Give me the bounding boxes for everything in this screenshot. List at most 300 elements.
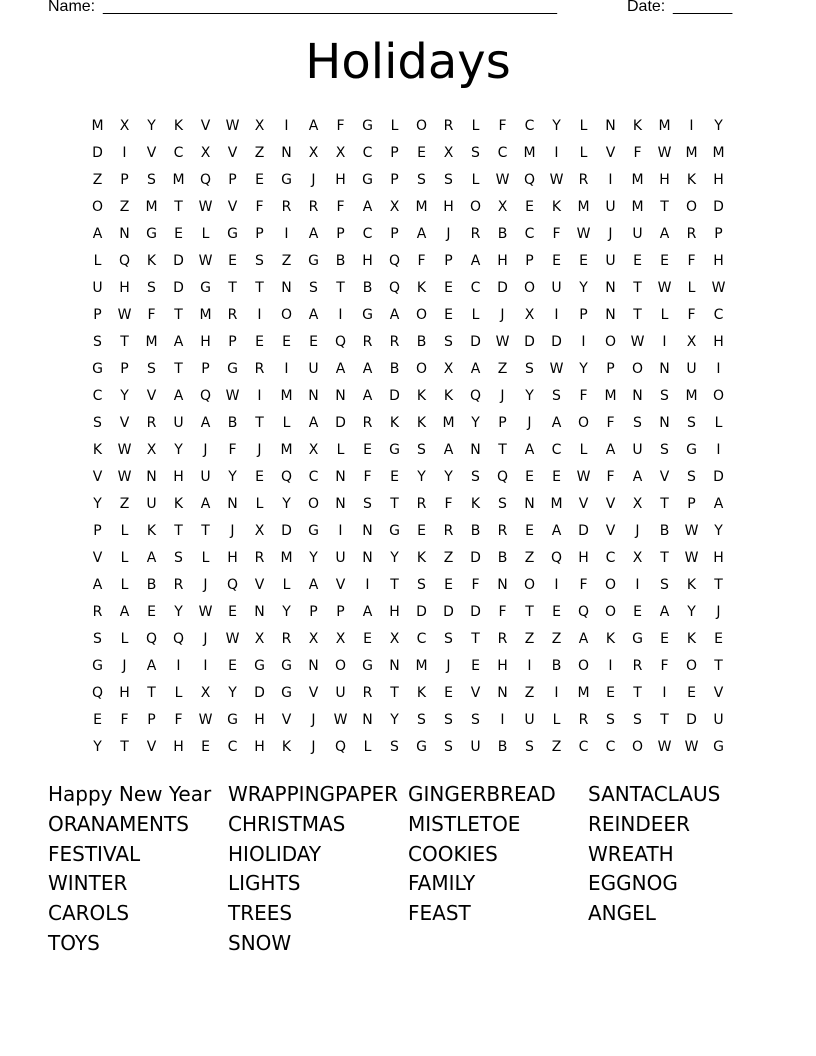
grid-letter: F: [471, 576, 480, 593]
grid-letter: F: [687, 252, 696, 269]
grid-letter: C: [227, 738, 238, 755]
grid-letter: S: [660, 576, 669, 593]
grid-letter: Z: [92, 171, 103, 188]
grid-letter: Y: [714, 522, 723, 539]
grid-letter: E: [633, 603, 642, 620]
grid-letter: O: [604, 603, 617, 620]
grid-letter: K: [686, 171, 697, 188]
grid-letter: S: [633, 414, 642, 431]
grid-letter: Y: [228, 468, 237, 485]
grid-row: [84, 544, 736, 571]
grid-letter: K: [686, 630, 697, 647]
grid-letter: H: [173, 468, 184, 485]
grid-letter: S: [660, 387, 669, 404]
grid-letter: U: [632, 225, 643, 242]
grid-letter: D: [713, 198, 724, 215]
grid-letter: W: [117, 441, 132, 458]
grid-letter: J: [446, 225, 451, 242]
grid-letter: U: [551, 279, 562, 296]
grid-letter: Z: [524, 684, 535, 701]
grid-letter: A: [524, 441, 535, 458]
grid-letter: K: [416, 414, 427, 431]
grid-letter: W: [198, 252, 213, 269]
grid-letter: A: [470, 360, 481, 377]
grid-letter: U: [470, 738, 481, 755]
grid-letter: W: [117, 468, 132, 485]
grid-letter: T: [633, 684, 642, 701]
grid-letter: A: [308, 117, 319, 134]
grid-letter: T: [471, 630, 480, 647]
grid-letter: N: [362, 549, 373, 566]
grid-letter: W: [684, 522, 699, 539]
grid-letter: X: [200, 144, 211, 161]
word-list-item: WINTER: [48, 871, 128, 896]
grid-letter: U: [200, 468, 211, 485]
grid-letter: P: [390, 171, 399, 188]
grid-letter: I: [608, 171, 613, 188]
grid-letter: T: [228, 279, 237, 296]
grid-letter: Q: [523, 171, 536, 188]
grid-letter: W: [117, 306, 132, 323]
grid-letter: Q: [388, 279, 401, 296]
grid-letter: E: [552, 603, 561, 620]
grid-letter: G: [254, 657, 265, 674]
grid-letter: Q: [334, 738, 347, 755]
grid-letter: D: [416, 603, 427, 620]
grid-letter: S: [363, 495, 372, 512]
grid-letter: T: [147, 684, 156, 701]
grid-letter: T: [660, 711, 669, 728]
grid-row: [84, 193, 736, 220]
grid-letter: P: [444, 252, 453, 269]
grid-letter: T: [660, 549, 669, 566]
grid-letter: H: [227, 549, 238, 566]
grid-letter: Q: [469, 387, 482, 404]
grid-letter: Y: [687, 603, 696, 620]
grid-letter: Q: [334, 333, 347, 350]
grid-letter: X: [335, 630, 346, 647]
grid-letter: L: [579, 441, 588, 458]
grid-letter: N: [281, 144, 292, 161]
grid-letter: Y: [282, 495, 291, 512]
grid-letter: W: [657, 144, 672, 161]
grid-letter: I: [203, 657, 208, 674]
grid-letter: A: [389, 306, 400, 323]
grid-letter: H: [119, 279, 130, 296]
grid-letter: R: [497, 630, 508, 647]
word-list-item: FESTIVAL: [48, 841, 141, 866]
name-label: Name:: [48, 0, 96, 15]
grid-letter: Z: [497, 360, 508, 377]
grid-letter: U: [632, 441, 643, 458]
grid-row: [84, 247, 736, 274]
grid-letter: A: [173, 333, 184, 350]
grid-letter: O: [415, 360, 428, 377]
grid-letter: S: [444, 171, 453, 188]
grid-letter: S: [93, 414, 102, 431]
grid-letter: I: [257, 306, 262, 323]
grid-letter: E: [525, 522, 534, 539]
grid-letter: E: [444, 306, 453, 323]
grid-letter: P: [336, 603, 345, 620]
grid-letter: O: [685, 198, 698, 215]
grid-letter: X: [254, 522, 265, 539]
grid-letter: A: [362, 360, 373, 377]
grid-letter: M: [523, 144, 536, 161]
grid-letter: Y: [552, 117, 561, 134]
grid-letter: A: [632, 468, 643, 485]
grid-letter: T: [714, 657, 723, 674]
grid-letter: V: [146, 144, 157, 161]
grid-letter: H: [254, 738, 265, 755]
grid-letter: E: [309, 333, 318, 350]
grid-letter: A: [362, 387, 373, 404]
grid-letter: C: [416, 630, 427, 647]
grid-letter: T: [174, 306, 183, 323]
grid-letter: T: [390, 684, 399, 701]
grid-letter: K: [173, 495, 184, 512]
grid-letter: O: [523, 576, 536, 593]
grid-letter: C: [470, 279, 481, 296]
grid-letter: F: [606, 468, 615, 485]
grid-letter: L: [660, 306, 669, 323]
grid-letter: V: [92, 549, 103, 566]
grid-letter: R: [146, 414, 157, 431]
grid-letter: B: [659, 522, 670, 539]
grid-letter: F: [552, 225, 561, 242]
grid-letter: I: [500, 711, 505, 728]
word-list-item: FEAST: [408, 901, 471, 926]
grid-letter: S: [525, 360, 534, 377]
grid-letter: W: [711, 279, 726, 296]
grid-letter: Z: [443, 549, 454, 566]
grid-letter: Y: [525, 387, 534, 404]
grid-letter: G: [227, 360, 238, 377]
grid-letter: I: [284, 117, 289, 134]
grid-letter: S: [93, 630, 102, 647]
word-list-item: ANGEL: [588, 901, 656, 926]
grid-letter: A: [659, 603, 670, 620]
grid-letter: F: [606, 414, 615, 431]
grid-row: [84, 625, 736, 652]
grid-letter: I: [257, 387, 262, 404]
grid-letter: J: [500, 306, 505, 323]
grid-letter: S: [525, 738, 534, 755]
grid-letter: I: [176, 657, 181, 674]
grid-letter: T: [336, 279, 345, 296]
grid-letter: N: [119, 225, 130, 242]
grid-letter: R: [389, 333, 400, 350]
grid-letter: B: [389, 360, 400, 377]
grid-letter: Y: [282, 603, 291, 620]
grid-letter: H: [713, 171, 724, 188]
grid-letter: E: [201, 738, 210, 755]
grid-row: [84, 706, 736, 733]
grid-letter: N: [605, 279, 616, 296]
grid-letter: A: [659, 225, 670, 242]
word-list-item: ORANAMENTS: [48, 811, 189, 836]
grid-letter: E: [228, 252, 237, 269]
grid-letter: D: [443, 603, 454, 620]
grid-letter: J: [203, 630, 208, 647]
grid-letter: N: [146, 468, 157, 485]
grid-letter: V: [200, 117, 211, 134]
grid-letter: R: [227, 306, 238, 323]
grid-letter: C: [578, 738, 589, 755]
grid-letter: Y: [579, 279, 588, 296]
grid-letter: L: [174, 684, 183, 701]
grid-letter: Q: [199, 387, 212, 404]
grid-letter: A: [308, 414, 319, 431]
grid-letter: Q: [118, 252, 131, 269]
grid-letter: I: [554, 576, 559, 593]
grid-letter: R: [578, 711, 589, 728]
grid-letter: K: [281, 738, 292, 755]
grid-letter: O: [415, 306, 428, 323]
grid-letter: L: [201, 225, 210, 242]
grid-letter: U: [308, 360, 319, 377]
grid-letter: H: [578, 549, 589, 566]
grid-letter: A: [173, 387, 184, 404]
grid-letter: A: [146, 549, 157, 566]
grid-letter: W: [198, 603, 213, 620]
grid-letter: I: [689, 117, 694, 134]
grid-letter: A: [362, 198, 373, 215]
grid-letter: J: [311, 171, 316, 188]
grid-letter: E: [444, 684, 453, 701]
grid-letter: L: [687, 279, 696, 296]
grid-row: [84, 328, 736, 355]
word-list-item: SNOW: [228, 931, 292, 955]
grid-letter: Z: [551, 738, 562, 755]
grid-letter: W: [495, 333, 510, 350]
grid-letter: C: [92, 387, 103, 404]
grid-letter: L: [255, 495, 264, 512]
grid-letter: W: [684, 738, 699, 755]
grid-letter: I: [554, 144, 559, 161]
grid-letter: U: [686, 360, 697, 377]
grid-letter: R: [443, 117, 454, 134]
grid-letter: O: [523, 279, 536, 296]
grid-letter: T: [633, 279, 642, 296]
grid-letter: D: [281, 522, 292, 539]
grid-letter: S: [687, 414, 696, 431]
grid-letter: V: [605, 522, 616, 539]
grid-letter: E: [687, 684, 696, 701]
grid-letter: S: [444, 711, 453, 728]
word-list-item: WREATH: [588, 841, 674, 866]
grid-letter: Q: [199, 171, 212, 188]
date-blank-line: _______: [673, 0, 732, 15]
grid-letter: M: [577, 684, 590, 701]
grid-letter: R: [92, 603, 103, 620]
grid-letter: B: [146, 576, 157, 593]
grid-letter: H: [497, 252, 508, 269]
grid-letter: S: [471, 468, 480, 485]
grid-letter: T: [633, 306, 642, 323]
grid-letter: V: [146, 387, 157, 404]
grid-letter: Z: [281, 252, 292, 269]
grid-letter: V: [605, 495, 616, 512]
grid-letter: N: [524, 495, 535, 512]
grid-letter: D: [335, 414, 346, 431]
grid-letter: W: [198, 198, 213, 215]
grid-letter: N: [497, 576, 508, 593]
grid-letter: Z: [524, 630, 535, 647]
grid-letter: X: [632, 549, 643, 566]
date-label: Date:: [627, 0, 666, 15]
grid-letter: S: [444, 333, 453, 350]
grid-letter: E: [363, 630, 372, 647]
grid-letter: A: [578, 630, 589, 647]
grid-letter: R: [362, 684, 373, 701]
grid-letter: L: [471, 117, 480, 134]
grid-letter: S: [660, 441, 669, 458]
grid-letter: E: [552, 252, 561, 269]
grid-letter: S: [471, 144, 480, 161]
grid-letter: C: [605, 738, 616, 755]
grid-letter: Y: [93, 495, 102, 512]
grid-letter: Q: [172, 630, 185, 647]
grid-letter: K: [416, 279, 427, 296]
grid-letter: E: [255, 468, 264, 485]
grid-letter: L: [93, 252, 102, 269]
grid-letter: X: [686, 333, 697, 350]
grid-letter: E: [525, 468, 534, 485]
grid-letter: V: [470, 684, 481, 701]
grid-letter: Z: [524, 549, 535, 566]
grid-letter: N: [308, 387, 319, 404]
grid-letter: G: [146, 225, 157, 242]
grid-letter: N: [389, 657, 400, 674]
grid-letter: S: [147, 171, 156, 188]
grid-letter: U: [335, 549, 346, 566]
word-list-item: HIOLIDAY: [228, 841, 322, 866]
grid-letter: M: [442, 414, 455, 431]
grid-letter: U: [713, 711, 724, 728]
word-list-item: TOYS: [48, 931, 100, 955]
grid-letter: V: [335, 576, 346, 593]
grid-letter: U: [173, 414, 184, 431]
grid-letter: C: [173, 144, 184, 161]
grid-letter: T: [525, 603, 534, 620]
word-list-item: COOKIES: [408, 841, 498, 866]
grid-letter: S: [606, 711, 615, 728]
grid-letter: E: [147, 603, 156, 620]
grid-letter: B: [227, 414, 238, 431]
grid-letter: L: [363, 738, 372, 755]
grid-letter: H: [713, 549, 724, 566]
grid-letter: S: [633, 711, 642, 728]
grid-letter: D: [470, 549, 481, 566]
grid-letter: E: [174, 225, 183, 242]
grid-letter: L: [471, 171, 480, 188]
grid-letter: K: [686, 576, 697, 593]
grid-letter: L: [282, 576, 291, 593]
grid-letter: G: [416, 738, 427, 755]
grid-letter: Y: [174, 441, 183, 458]
grid-letter: J: [257, 441, 262, 458]
grid-letter: R: [686, 225, 697, 242]
word-list: [48, 780, 768, 960]
grid-letter: G: [362, 657, 373, 674]
grid-row: [84, 301, 736, 328]
grid-letter: N: [254, 603, 265, 620]
word-list-item: SANTACLAUS: [588, 782, 721, 806]
grid-letter: E: [282, 333, 291, 350]
grid-letter: O: [604, 576, 617, 593]
grid-letter: U: [335, 684, 346, 701]
grid-letter: T: [120, 738, 129, 755]
grid-letter: D: [686, 711, 697, 728]
grid-letter: F: [336, 198, 345, 215]
grid-letter: K: [632, 117, 643, 134]
grid-letter: K: [605, 630, 616, 647]
grid-letter: G: [281, 684, 292, 701]
grid-letter: S: [417, 171, 426, 188]
grid-letter: B: [551, 657, 562, 674]
grid-letter: G: [362, 171, 373, 188]
grid-row: [84, 436, 736, 463]
grid-letter: M: [280, 549, 293, 566]
grid-letter: I: [527, 657, 532, 674]
grid-letter: J: [500, 387, 505, 404]
grid-letter: A: [200, 495, 211, 512]
grid-letter: X: [524, 306, 535, 323]
grid-letter: E: [660, 630, 669, 647]
name-blank-line: ______________________________________________________: [103, 0, 557, 15]
grid-letter: I: [365, 576, 370, 593]
grid-letter: V: [713, 684, 724, 701]
grid-letter: L: [201, 549, 210, 566]
grid-letter: R: [470, 225, 481, 242]
grid-letter: H: [443, 198, 454, 215]
grid-letter: F: [228, 441, 237, 458]
grid-letter: K: [416, 387, 427, 404]
grid-letter: X: [308, 144, 319, 161]
grid-letter: X: [632, 495, 643, 512]
grid-letter: A: [362, 603, 373, 620]
grid-letter: W: [576, 225, 591, 242]
grid-letter: T: [255, 279, 264, 296]
grid-letter: D: [470, 333, 481, 350]
letter-grid: [84, 112, 736, 760]
grid-letter: T: [660, 495, 669, 512]
grid-letter: Z: [254, 144, 265, 161]
grid-letter: K: [146, 252, 157, 269]
grid-letter: A: [416, 225, 427, 242]
grid-letter: P: [147, 711, 156, 728]
grid-letter: S: [417, 711, 426, 728]
grid-letter: B: [335, 252, 346, 269]
grid-letter: A: [308, 306, 319, 323]
grid-letter: K: [416, 684, 427, 701]
grid-letter: N: [362, 522, 373, 539]
grid-letter: H: [119, 684, 130, 701]
word-list-item: MISTLETOE: [408, 811, 521, 836]
word-list-item: CHRISTMAS: [228, 811, 346, 836]
grid-letter: N: [335, 468, 346, 485]
grid-letter: R: [632, 657, 643, 674]
grid-letter: Z: [551, 630, 562, 647]
grid-letter: S: [444, 738, 453, 755]
grid-letter: M: [658, 117, 671, 134]
grid-letter: L: [336, 441, 345, 458]
grid-letter: M: [199, 306, 212, 323]
grid-letter: W: [225, 630, 240, 647]
grid-letter: E: [660, 252, 669, 269]
grid-letter: M: [415, 198, 428, 215]
